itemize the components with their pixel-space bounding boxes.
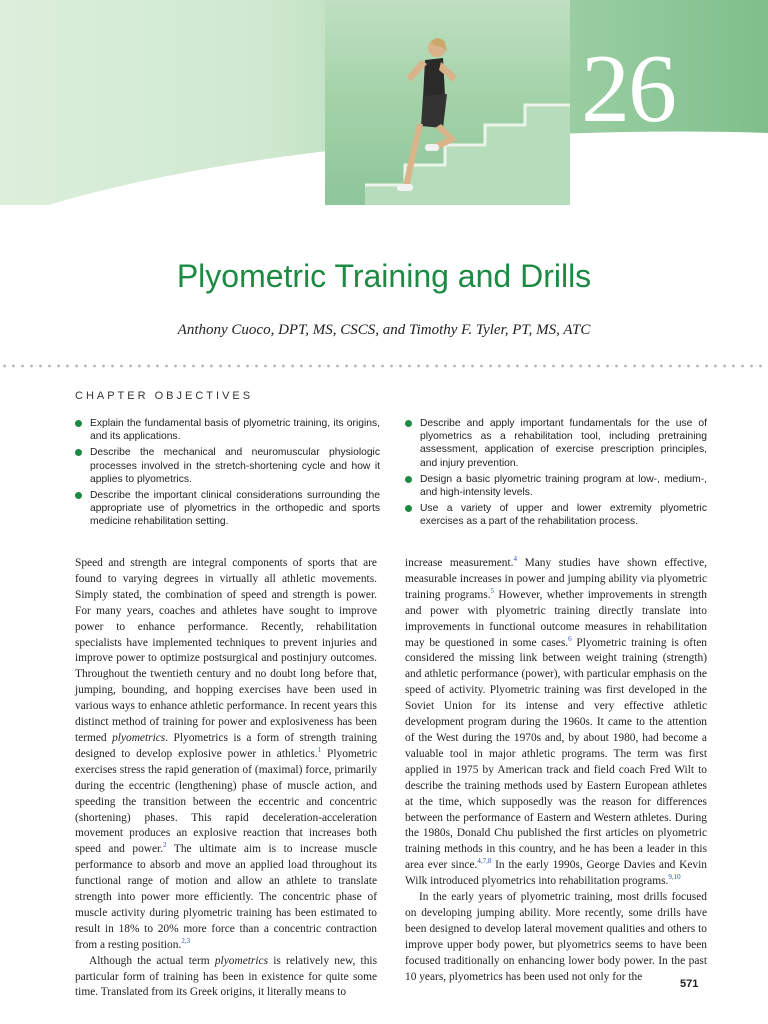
bullet-icon	[75, 420, 82, 427]
citation: 4,7,8	[477, 857, 492, 866]
runner-on-stairs-photo	[325, 0, 570, 205]
bullet-icon	[405, 476, 412, 483]
chapter-header-banner	[0, 0, 768, 205]
body-text: . Plyometrics is a form of strength training designed to develop explosive power in athletics.	[75, 731, 377, 760]
body-text: The ultimate aim is to increase muscle performance to absorb and move an applied load throughout its functional range of motion and allow an athlete to translate strength into power more efficiently. The concentric phase of muscle activity during plyometric training has been estimated to result in 18% to 20% more force than a concentric contraction from a resting position.	[75, 843, 378, 951]
objective-text: Explain the fundamental basis of plyometric training, its origins, and its applications.	[90, 418, 380, 443]
chapter-title: Plyometric Training and Drills	[176, 258, 592, 294]
bullet-icon	[75, 449, 82, 456]
objective-item	[405, 502, 707, 528]
body-term: plyometrics	[112, 731, 166, 744]
citation: 6	[568, 634, 572, 643]
body-text: Although the actual term	[89, 954, 215, 967]
objective-item	[75, 489, 380, 529]
page-number: 571	[680, 978, 699, 990]
body-term: plyometrics	[214, 954, 269, 967]
body-paragraph: In the early years of plyometric training, most drills focused on developing jumping ability. More recently, some drills have been designed to develop lateral movement qualities and others to improve upper body power, but plyometrics seems to have been focused traditionally on enhancing lower body power. In the past 10 years, plyometrics has been used not only for the	[405, 891, 707, 983]
objective-item	[405, 417, 707, 470]
objective-text: Describe the important clinical considerations surrounding the appropriate use of plyometrics in the orthopedic and sports medicine rehabilitation setting.	[90, 490, 380, 528]
objective-item	[75, 446, 380, 486]
body-text: increase measurement.	[405, 557, 514, 569]
objectives-list-right	[405, 417, 707, 532]
body-column-left	[75, 556, 377, 1001]
body-text: Plyometric exercises stress the rapid generation of (maximal) force, primarily during the eccentric (lengthening) phase of muscle action, and speeding the transition between the eccentric and concentric (shortening) phases. This rapid deceleration-acceleration movement produces an explosive reaction that increases both speed and power.	[75, 747, 377, 856]
body-column-right	[405, 556, 707, 985]
body-paragraph	[75, 954, 377, 1002]
objective-item	[75, 417, 380, 443]
objective-item	[405, 473, 707, 499]
chapter-authors: Anthony Cuoco, DPT, MS, CSCS, and Timothy F. Tyler, PT, MS, ATC	[177, 322, 591, 338]
body-paragraph	[75, 556, 377, 954]
objectives-list-left	[75, 417, 380, 532]
dotted-divider	[0, 364, 768, 368]
runner-figure	[325, 0, 570, 205]
body-text: Plyometric training is often considered the missing link between weight training (strength) and athletic performance (power), with particular emphasis on the speed of activity. Plyometric training was first developed in the Soviet Union for its intense and very effective athletic development program during the 1960s. It came to the attention of the West during the 1970s and, by about 1980, had become a valuable tool in major athletic programs. The term was first applied in 1975 by American track and field coach Fred Wilt to describe the training methods used by Eastern European athletes at the time, which supposedly was the reason for differences between the performance of Eastern and Western athletes. During the 1980s, Donald Chu published the first articles on plyometric training methods in this country, and he has been a leader in this area ever since.	[405, 636, 707, 872]
citation: 9,10	[668, 873, 681, 882]
body-text: Speed and strength are integral components of sports that are found to varying degrees in virtually all athletic movements. Simply stated, the combination of speed and strength is power. For many years, coaches and athletes have sought to improve power to enhance performance. Recently, rehabilitation specialists have implemented techniques to prevent injuries and improve power to optimize postsurgical and postinjury outcomes. Throughout the twentieth century and no doubt long before that, jumping, bounding, and hopping exercises have been used in various ways to enhance athletic performance. In recent years this distinct method of training for power and explosiveness has been termed	[75, 557, 377, 744]
citation: 2,3	[181, 936, 191, 945]
citation: 4	[513, 555, 517, 564]
objectives-heading: CHAPTER OBJECTIVES	[75, 390, 254, 402]
objective-text: Use a variety of upper and lower extremity plyometric exercises as a part of the rehabilitation process.	[420, 503, 707, 528]
bullet-icon	[405, 420, 412, 427]
body-text: is relatively new, this particular form of training has been in existence for quite some time. Translated from its Greek origins, it literally means to	[75, 954, 378, 999]
citation: 2	[163, 841, 167, 850]
chapter-number: 26	[581, 35, 675, 143]
objective-text: Describe and apply important fundamentals for the use of plyometrics as a rehabilitation tool, including pretraining assessment, application of exercise prescription principles, and injury prevention.	[420, 418, 707, 469]
citation: 5	[490, 587, 495, 596]
objective-text: Describe the mechanical and neuromuscular physiologic processes involved in the stretch-shortening cycle and how it applies to plyometrics.	[90, 447, 380, 485]
bullet-icon	[75, 492, 82, 499]
body-text: In the early 1990s, George Davies and Kevin Wilk introduced plyometrics into rehabilitation programs.	[405, 859, 707, 888]
body-text: Many studies have shown effective, measurable increases in power and jumping ability via plyometric training programs.	[405, 557, 707, 601]
bullet-icon	[405, 505, 412, 512]
body-paragraph	[405, 556, 707, 890]
body-text: However, whether improvements in strength and power with plyometric training directly translate into improvements in functional outcome measures in rehabilitation may be questioned in some cases.	[405, 588, 707, 649]
objective-text: Design a basic plyometric training program at low-, medium-, and high-intensity levels.	[420, 473, 707, 499]
citation: 1	[317, 746, 322, 755]
